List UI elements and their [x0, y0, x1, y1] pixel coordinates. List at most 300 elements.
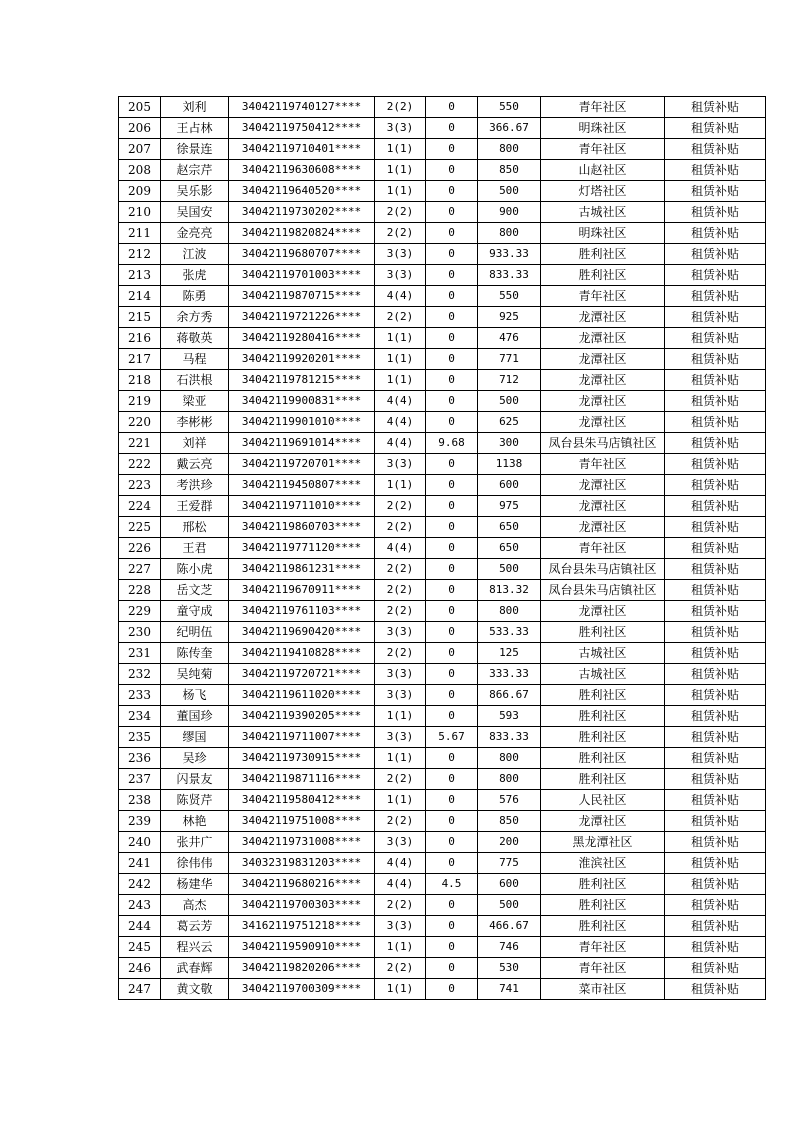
id-number-cell: 34042119410828****: [229, 643, 375, 664]
table-row: [119, 286, 766, 307]
subsidy-type-cell: 租赁补贴: [665, 769, 766, 790]
name-cell: 黄文敬: [161, 979, 229, 1000]
income-cell: 9.68: [426, 433, 478, 454]
subsidy-type-cell: 租赁补贴: [665, 412, 766, 433]
row-number-cell: 219: [119, 391, 161, 412]
subsidy-type-cell: 租赁补贴: [665, 958, 766, 979]
income-cell: 0: [426, 328, 478, 349]
household-size-cell: 4(4): [375, 874, 426, 895]
name-cell: 缪国: [161, 727, 229, 748]
subsidy-type-cell: 租赁补贴: [665, 97, 766, 118]
community-cell: 胜利社区: [541, 874, 665, 895]
table-row: [119, 958, 766, 979]
community-cell: 胜利社区: [541, 244, 665, 265]
household-size-cell: 1(1): [375, 370, 426, 391]
row-number-cell: 222: [119, 454, 161, 475]
community-cell: 青年社区: [541, 139, 665, 160]
table-row: [119, 622, 766, 643]
subsidy-type-cell: 租赁补贴: [665, 370, 766, 391]
community-cell: 凤台县朱马店镇社区: [541, 433, 665, 454]
id-number-cell: 34042119280416****: [229, 328, 375, 349]
household-size-cell: 4(4): [375, 433, 426, 454]
income-cell: 0: [426, 685, 478, 706]
household-size-cell: 1(1): [375, 475, 426, 496]
name-cell: 岳文芝: [161, 580, 229, 601]
table-row: [119, 265, 766, 286]
subsidy-amount-cell: 746: [478, 937, 541, 958]
id-number-cell: 34042119580412****: [229, 790, 375, 811]
subsidy-type-cell: 租赁补贴: [665, 601, 766, 622]
table-row: [119, 307, 766, 328]
subsidy-amount-cell: 300: [478, 433, 541, 454]
name-cell: 葛云芳: [161, 916, 229, 937]
household-size-cell: 1(1): [375, 349, 426, 370]
row-number-cell: 233: [119, 685, 161, 706]
subsidy-amount-cell: 1138: [478, 454, 541, 475]
id-number-cell: 34042119860703****: [229, 517, 375, 538]
subsidy-amount-cell: 800: [478, 601, 541, 622]
row-number-cell: 209: [119, 181, 161, 202]
subsidy-amount-cell: 800: [478, 223, 541, 244]
row-number-cell: 232: [119, 664, 161, 685]
income-cell: 0: [426, 559, 478, 580]
subsidy-amount-cell: 741: [478, 979, 541, 1000]
name-cell: 程兴云: [161, 937, 229, 958]
community-cell: 龙潭社区: [541, 517, 665, 538]
income-cell: 0: [426, 937, 478, 958]
community-cell: 胜利社区: [541, 265, 665, 286]
table-row: [119, 202, 766, 223]
income-cell: 0: [426, 517, 478, 538]
income-cell: 0: [426, 370, 478, 391]
community-cell: 胜利社区: [541, 916, 665, 937]
id-number-cell: 34042119900831****: [229, 391, 375, 412]
table-row: [119, 139, 766, 160]
community-cell: 青年社区: [541, 958, 665, 979]
table-row: [119, 412, 766, 433]
household-size-cell: 1(1): [375, 748, 426, 769]
row-number-cell: 241: [119, 853, 161, 874]
name-cell: 董国珍: [161, 706, 229, 727]
subsidy-type-cell: 租赁补贴: [665, 349, 766, 370]
name-cell: 杨建华: [161, 874, 229, 895]
id-number-cell: 34042119691014****: [229, 433, 375, 454]
community-cell: 凤台县朱马店镇社区: [541, 580, 665, 601]
subsidy-amount-cell: 530: [478, 958, 541, 979]
household-size-cell: 2(2): [375, 895, 426, 916]
income-cell: 0: [426, 895, 478, 916]
table-row: [119, 538, 766, 559]
household-size-cell: 2(2): [375, 958, 426, 979]
subsidy-amount-cell: 550: [478, 286, 541, 307]
row-number-cell: 206: [119, 118, 161, 139]
table-row: [119, 748, 766, 769]
id-number-cell: 34042119640520****: [229, 181, 375, 202]
subsidy-amount-cell: 125: [478, 643, 541, 664]
subsidy-type-cell: 租赁补贴: [665, 538, 766, 559]
table-body: [119, 97, 766, 1000]
subsidy-type-cell: 租赁补贴: [665, 475, 766, 496]
row-number-cell: 217: [119, 349, 161, 370]
subsidy-type-cell: 租赁补贴: [665, 496, 766, 517]
income-cell: 0: [426, 979, 478, 1000]
name-cell: 陈贤芹: [161, 790, 229, 811]
subsidy-amount-cell: 500: [478, 181, 541, 202]
name-cell: 金亮亮: [161, 223, 229, 244]
id-number-cell: 34042119861231****: [229, 559, 375, 580]
subsidy-amount-cell: 476: [478, 328, 541, 349]
subsidy-amount-cell: 593: [478, 706, 541, 727]
row-number-cell: 213: [119, 265, 161, 286]
subsidy-amount-cell: 800: [478, 139, 541, 160]
subsidy-type-cell: 租赁补贴: [665, 979, 766, 1000]
id-number-cell: 34042119701003****: [229, 265, 375, 286]
community-cell: 青年社区: [541, 286, 665, 307]
row-number-cell: 236: [119, 748, 161, 769]
community-cell: 明珠社区: [541, 118, 665, 139]
id-number-cell: 34042119630608****: [229, 160, 375, 181]
row-number-cell: 228: [119, 580, 161, 601]
community-cell: 明珠社区: [541, 223, 665, 244]
subsidy-amount-cell: 550: [478, 97, 541, 118]
table-row: [119, 874, 766, 895]
subsidy-type-cell: 租赁补贴: [665, 790, 766, 811]
income-cell: 0: [426, 349, 478, 370]
subsidy-type-cell: 租赁补贴: [665, 433, 766, 454]
id-number-cell: 34042119920201****: [229, 349, 375, 370]
subsidy-type-cell: 租赁补贴: [665, 895, 766, 916]
table-row: [119, 853, 766, 874]
table-row: [119, 790, 766, 811]
id-number-cell: 34042119390205****: [229, 706, 375, 727]
subsidy-amount-cell: 833.33: [478, 265, 541, 286]
name-cell: 吴国安: [161, 202, 229, 223]
subsidy-amount-cell: 650: [478, 517, 541, 538]
household-size-cell: 3(3): [375, 916, 426, 937]
subsidy-amount-cell: 533.33: [478, 622, 541, 643]
id-number-cell: 34042119710401****: [229, 139, 375, 160]
income-cell: 0: [426, 475, 478, 496]
table-row: [119, 664, 766, 685]
name-cell: 刘祥: [161, 433, 229, 454]
table-row: [119, 559, 766, 580]
subsidy-type-cell: 租赁补贴: [665, 832, 766, 853]
community-cell: 龙潭社区: [541, 496, 665, 517]
subsidy-type-cell: 租赁补贴: [665, 307, 766, 328]
community-cell: 龙潭社区: [541, 328, 665, 349]
subsidy-amount-cell: 850: [478, 811, 541, 832]
subsidy-type-cell: 租赁补贴: [665, 916, 766, 937]
subsidy-type-cell: 租赁补贴: [665, 706, 766, 727]
household-size-cell: 1(1): [375, 790, 426, 811]
subsidy-type-cell: 租赁补贴: [665, 286, 766, 307]
household-size-cell: 2(2): [375, 223, 426, 244]
name-cell: 王爱群: [161, 496, 229, 517]
table-row: [119, 496, 766, 517]
id-number-cell: 34042119740127****: [229, 97, 375, 118]
name-cell: 赵宗芹: [161, 160, 229, 181]
row-number-cell: 243: [119, 895, 161, 916]
row-number-cell: 235: [119, 727, 161, 748]
household-size-cell: 3(3): [375, 454, 426, 475]
household-size-cell: 2(2): [375, 496, 426, 517]
income-cell: 0: [426, 202, 478, 223]
subsidy-amount-cell: 500: [478, 391, 541, 412]
subsidy-amount-cell: 200: [478, 832, 541, 853]
subsidy-type-cell: 租赁补贴: [665, 118, 766, 139]
household-size-cell: 1(1): [375, 706, 426, 727]
id-number-cell: 34042119771120****: [229, 538, 375, 559]
table-row: [119, 601, 766, 622]
income-cell: 0: [426, 853, 478, 874]
household-size-cell: 3(3): [375, 244, 426, 265]
household-size-cell: 3(3): [375, 685, 426, 706]
household-size-cell: 2(2): [375, 580, 426, 601]
row-number-cell: 231: [119, 643, 161, 664]
row-number-cell: 225: [119, 517, 161, 538]
table-row: [119, 370, 766, 391]
subsidy-amount-cell: 900: [478, 202, 541, 223]
income-cell: 0: [426, 748, 478, 769]
name-cell: 邢松: [161, 517, 229, 538]
household-size-cell: 1(1): [375, 979, 426, 1000]
name-cell: 石洪根: [161, 370, 229, 391]
name-cell: 江波: [161, 244, 229, 265]
name-cell: 余方秀: [161, 307, 229, 328]
household-size-cell: 2(2): [375, 643, 426, 664]
income-cell: 0: [426, 601, 478, 622]
subsidy-amount-cell: 500: [478, 559, 541, 580]
name-cell: 徐伟伟: [161, 853, 229, 874]
row-number-cell: 226: [119, 538, 161, 559]
subsidy-type-cell: 租赁补贴: [665, 328, 766, 349]
income-cell: 0: [426, 139, 478, 160]
name-cell: 王占林: [161, 118, 229, 139]
document-table-container: [118, 96, 766, 1000]
name-cell: 杨飞: [161, 685, 229, 706]
row-number-cell: 245: [119, 937, 161, 958]
subsidy-type-cell: 租赁补贴: [665, 685, 766, 706]
row-number-cell: 212: [119, 244, 161, 265]
household-size-cell: 4(4): [375, 853, 426, 874]
id-number-cell: 34042119680707****: [229, 244, 375, 265]
name-cell: 马程: [161, 349, 229, 370]
name-cell: 徐景连: [161, 139, 229, 160]
community-cell: 龙潭社区: [541, 601, 665, 622]
income-cell: 0: [426, 622, 478, 643]
income-cell: 0: [426, 538, 478, 559]
household-size-cell: 4(4): [375, 538, 426, 559]
id-number-cell: 34042119690420****: [229, 622, 375, 643]
name-cell: 武春辉: [161, 958, 229, 979]
subsidy-amount-cell: 466.67: [478, 916, 541, 937]
income-cell: 0: [426, 769, 478, 790]
id-number-cell: 34042119730915****: [229, 748, 375, 769]
income-cell: 0: [426, 412, 478, 433]
table-row: [119, 685, 766, 706]
table-row: [119, 916, 766, 937]
income-cell: 0: [426, 307, 478, 328]
community-cell: 古城社区: [541, 643, 665, 664]
id-number-cell: 34042119751008****: [229, 811, 375, 832]
id-number-cell: 34042119720701****: [229, 454, 375, 475]
income-cell: 0: [426, 664, 478, 685]
row-number-cell: 218: [119, 370, 161, 391]
household-size-cell: 3(3): [375, 727, 426, 748]
community-cell: 胜利社区: [541, 685, 665, 706]
community-cell: 龙潭社区: [541, 475, 665, 496]
row-number-cell: 210: [119, 202, 161, 223]
income-cell: 0: [426, 265, 478, 286]
id-number-cell: 34042119871116****: [229, 769, 375, 790]
household-size-cell: 3(3): [375, 118, 426, 139]
id-number-cell: 34042119711007****: [229, 727, 375, 748]
row-number-cell: 216: [119, 328, 161, 349]
row-number-cell: 239: [119, 811, 161, 832]
row-number-cell: 220: [119, 412, 161, 433]
name-cell: 陈小虎: [161, 559, 229, 580]
household-size-cell: 2(2): [375, 517, 426, 538]
income-cell: 0: [426, 811, 478, 832]
name-cell: 李彬彬: [161, 412, 229, 433]
table-row: [119, 937, 766, 958]
income-cell: 0: [426, 496, 478, 517]
id-number-cell: 34162119751218****: [229, 916, 375, 937]
name-cell: 张井广: [161, 832, 229, 853]
name-cell: 考洪珍: [161, 475, 229, 496]
row-number-cell: 215: [119, 307, 161, 328]
subsidy-amount-cell: 333.33: [478, 664, 541, 685]
name-cell: 陈勇: [161, 286, 229, 307]
community-cell: 山赵社区: [541, 160, 665, 181]
subsidy-amount-cell: 800: [478, 769, 541, 790]
row-number-cell: 247: [119, 979, 161, 1000]
community-cell: 胜利社区: [541, 622, 665, 643]
subsidy-amount-cell: 775: [478, 853, 541, 874]
id-number-cell: 34042119700303****: [229, 895, 375, 916]
household-size-cell: 2(2): [375, 769, 426, 790]
community-cell: 胜利社区: [541, 706, 665, 727]
community-cell: 灯塔社区: [541, 181, 665, 202]
income-cell: 0: [426, 706, 478, 727]
household-size-cell: 2(2): [375, 601, 426, 622]
table-row: [119, 580, 766, 601]
household-size-cell: 1(1): [375, 328, 426, 349]
subsidy-type-cell: 租赁补贴: [665, 223, 766, 244]
row-number-cell: 221: [119, 433, 161, 454]
row-number-cell: 237: [119, 769, 161, 790]
table-row: [119, 454, 766, 475]
table-row: [119, 979, 766, 1000]
table-row: [119, 160, 766, 181]
row-number-cell: 230: [119, 622, 161, 643]
community-cell: 青年社区: [541, 454, 665, 475]
community-cell: 胜利社区: [541, 895, 665, 916]
table-row: [119, 643, 766, 664]
name-cell: 戴云亮: [161, 454, 229, 475]
household-size-cell: 4(4): [375, 391, 426, 412]
id-number-cell: 34042119901010****: [229, 412, 375, 433]
name-cell: 陈传奎: [161, 643, 229, 664]
subsidy-amount-cell: 600: [478, 475, 541, 496]
id-number-cell: 34042119781215****: [229, 370, 375, 391]
row-number-cell: 246: [119, 958, 161, 979]
subsidy-type-cell: 租赁补贴: [665, 874, 766, 895]
household-size-cell: 2(2): [375, 202, 426, 223]
community-cell: 菜市社区: [541, 979, 665, 1000]
household-size-cell: 3(3): [375, 265, 426, 286]
row-number-cell: 207: [119, 139, 161, 160]
income-cell: 0: [426, 580, 478, 601]
income-cell: 0: [426, 643, 478, 664]
subsidy-amount-cell: 813.32: [478, 580, 541, 601]
name-cell: 纪明伍: [161, 622, 229, 643]
community-cell: 青年社区: [541, 97, 665, 118]
id-number-cell: 34042119731008****: [229, 832, 375, 853]
income-cell: 0: [426, 244, 478, 265]
table-row: [119, 475, 766, 496]
income-cell: 0: [426, 454, 478, 475]
subsidy-type-cell: 租赁补贴: [665, 727, 766, 748]
community-cell: 人民社区: [541, 790, 665, 811]
row-number-cell: 227: [119, 559, 161, 580]
subsidy-amount-cell: 833.33: [478, 727, 541, 748]
community-cell: 龙潭社区: [541, 370, 665, 391]
subsidy-type-cell: 租赁补贴: [665, 622, 766, 643]
row-number-cell: 224: [119, 496, 161, 517]
subsidy-type-cell: 租赁补贴: [665, 517, 766, 538]
income-cell: 4.5: [426, 874, 478, 895]
table-row: [119, 244, 766, 265]
income-cell: 0: [426, 790, 478, 811]
table-row: [119, 391, 766, 412]
household-size-cell: 2(2): [375, 811, 426, 832]
community-cell: 胜利社区: [541, 727, 665, 748]
subsidy-type-cell: 租赁补贴: [665, 391, 766, 412]
income-cell: 0: [426, 286, 478, 307]
household-size-cell: 2(2): [375, 97, 426, 118]
table-row: [119, 349, 766, 370]
id-number-cell: 34042119611020****: [229, 685, 375, 706]
income-cell: 0: [426, 916, 478, 937]
income-cell: 0: [426, 391, 478, 412]
row-number-cell: 229: [119, 601, 161, 622]
income-cell: 0: [426, 97, 478, 118]
community-cell: 淮滨社区: [541, 853, 665, 874]
subsidy-type-cell: 租赁补贴: [665, 853, 766, 874]
name-cell: 蒋敬英: [161, 328, 229, 349]
id-number-cell: 34042119700309****: [229, 979, 375, 1000]
subsidy-amount-cell: 576: [478, 790, 541, 811]
table-row: [119, 811, 766, 832]
subsidy-type-cell: 租赁补贴: [665, 139, 766, 160]
subsidy-amount-cell: 712: [478, 370, 541, 391]
household-size-cell: 2(2): [375, 559, 426, 580]
subsidy-amount-cell: 975: [478, 496, 541, 517]
income-cell: 0: [426, 832, 478, 853]
name-cell: 梁亚: [161, 391, 229, 412]
income-cell: 0: [426, 958, 478, 979]
id-number-cell: 34042119820824****: [229, 223, 375, 244]
table-row: [119, 832, 766, 853]
table-row: [119, 727, 766, 748]
subsidy-table: [118, 96, 766, 1000]
name-cell: 童守成: [161, 601, 229, 622]
id-number-cell: 34042119721226****: [229, 307, 375, 328]
id-number-cell: 34042119680216****: [229, 874, 375, 895]
id-number-cell: 34042119670911****: [229, 580, 375, 601]
row-number-cell: 223: [119, 475, 161, 496]
